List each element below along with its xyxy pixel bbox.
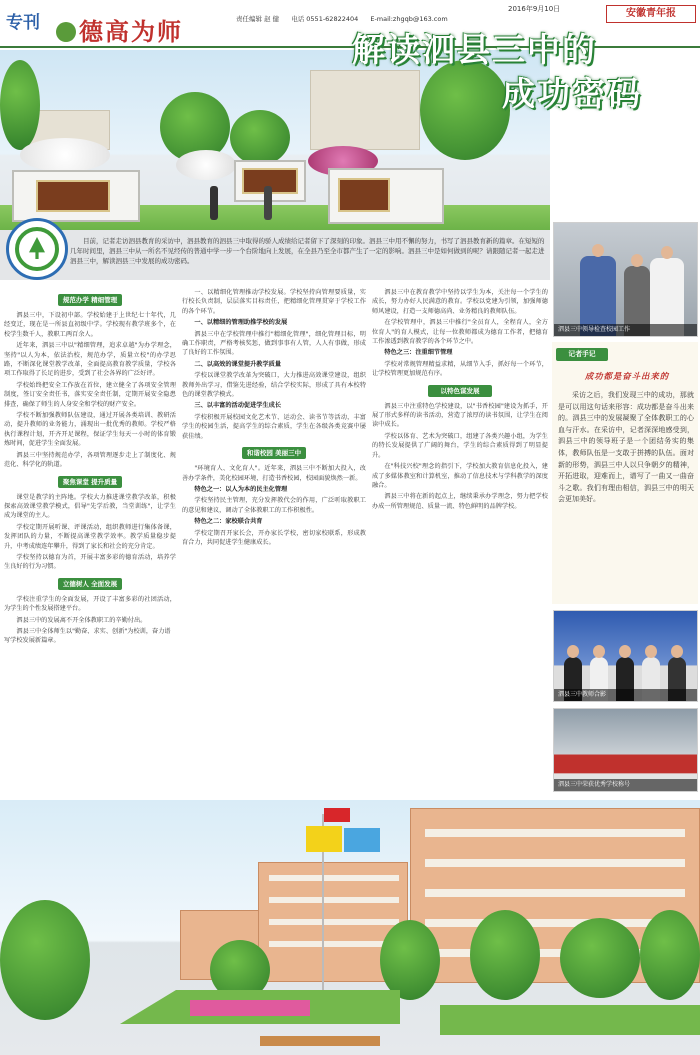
campus-tree: [560, 918, 640, 998]
hero-tree: [0, 60, 40, 150]
hero-wall-panel: [36, 180, 110, 212]
flower-bed: [190, 1000, 310, 1016]
paragraph: 泗县三中在学校管理中推行"精细化管理"，细化管理目标，明确工作职责，严格考核奖惩，做到事事有人管，人人有事做，形成了良好的工作氛围。: [182, 330, 366, 357]
paragraph: 泗县三中注重特色学校建设，以"书香校园"建设为抓手，开展了形式多样的读书活动，营造了浓厚的读书氛围，让学生在阅读中成长。: [372, 402, 548, 429]
campus-tree: [470, 910, 540, 1000]
building-window-row: [269, 875, 399, 881]
paragraph: 学校定期开展听课、评课活动，组织教师进行集体备课，发挥团队的力量，不断提高课堂教学效率。教学质量稳步提升，中考成绩连年攀升，得到了家长和社会的充分肯定。: [4, 523, 176, 550]
paragraph: 学校对常规管理精益求精，从细节入手，抓好每一个环节，让学校管理更加规范有序。: [372, 360, 548, 378]
hero-tree: [230, 110, 290, 165]
school-emblem-icon: [6, 218, 68, 280]
section-heading: 二、以高效的课堂提升教学质量: [194, 360, 282, 368]
stage-platform: [260, 1036, 380, 1046]
issue-date: 2016年9月10日: [508, 5, 561, 13]
subheading: 规范办学 精细管理: [58, 294, 122, 306]
subheading: 以特色谋发展: [428, 385, 492, 397]
building-window-row: [425, 829, 685, 837]
subheading: 立德树人 全面发展: [58, 578, 122, 590]
flag-red: [324, 808, 350, 822]
paragraph: 泗县三中全体师生以"勤奋、求实、创新"为校训，奋力谱写学校发展新篇章。: [4, 627, 171, 645]
section-heading: 一、以精细的管理助推学校的发展: [194, 319, 288, 327]
paragraph: 学校不断加强教师队伍建设，通过开展各类培训、教研活动，提升教师的业务能力，涌现出一批优秀的教师。学校严格执行课程计划，开齐开足课程，保证学生每天一小时的体育锻炼时间，促进学生全面发展。: [4, 412, 176, 448]
headline-line2: 成功密码: [502, 74, 642, 113]
photo-teachers-group: [553, 610, 698, 702]
headline: [352, 28, 697, 116]
article-column-1: [4, 288, 176, 798]
section-heading: 特色之一：以人为本的民主化管理: [194, 485, 288, 493]
section-label: 专刊: [6, 13, 40, 33]
paragraph: 近年来，泗县三中以"精细管理，追求卓越"为办学理念，坚持"以人为本，依法治校，规范办学，质量立校"的办学思路，不断深化课堂教学改革，全面提高教育教学质量，学校各项工作取得了长足的进步，受到了社会各界的广泛好评。: [4, 342, 176, 378]
intro-paragraph: 目前，记者走访泗县教育的采访中，泗县教育的泗县三中取得的骄人成绩给记者留下了深刻的印象。泗县三中用不懈的努力，书写了泗县教育新的篇章。在短短的几年时间里，泗县三中从一所名不见经传的普通中学一步一个台阶地向上发展，在全县乃至全市都产生了一定的影响。泗县三中是如何做到的呢？请跟随记者一起走进泗县三中，解读泗县三中发展的成功密码。: [70, 237, 545, 265]
photo-caption: 泗县三中教师合影: [554, 689, 697, 701]
building-window-row: [425, 859, 685, 867]
building-window-row: [269, 919, 399, 925]
paragraph: 学校坚持以德育为首，开展丰富多彩的德育活动，培养学生良好的行为习惯。: [4, 553, 176, 571]
building-window-row: [425, 889, 685, 897]
paragraph: 学校坚持民主管理，充分发挥教代会的作用，广泛听取教职工的意见和建议，调动了全体教职工的工作积极性。: [182, 497, 366, 514]
section-heading: 三、以丰富的活动促进学生成长: [194, 402, 282, 410]
flag-blue: [344, 828, 380, 852]
paragraph: 泗县三中坚持规范办学，各项管理逐步走上了制度化、规范化、科学化的轨道。: [4, 451, 176, 469]
editor-phone: 电话 0551-62822404: [291, 15, 359, 23]
paragraph: 在"科技兴校"理念的指引下，学校加大教育信息化投入，建成了多媒体教室和计算机室，推动了信息技术与学科教学的深度融合。: [372, 463, 548, 489]
paragraph: 学校积极开展校园文化艺术节、运动会、读书节等活动，丰富学生的校园生活，提高学生的综合素质，学生在各级各类竞赛中屡获佳绩。: [182, 413, 366, 440]
flag-yellow: [306, 826, 342, 852]
building-window-row: [269, 897, 399, 903]
reporter-notes-text: 采访之后，我们发现三中的成功，那就是可以用这句话来形容：成功都是奋斗出来的。泗县三中的发展凝聚了全体教职工的心血与汗水。在采访中，记者深深地感受到，泗县三中的领导班子是一个团结务实的集体，教师队伍是一支敢于拼搏的队伍。面对新的形势，泗县三中人以只争朝夕的精神，开拓进取，迎难而上，谱写了一曲又一曲奋斗之歌。我们有理由相信，泗县三中的明天会更加美好。: [558, 391, 694, 504]
paper-logo: 安徽青年报: [606, 5, 696, 23]
reporter-notes-tag: 记者手记: [556, 348, 608, 361]
bottom-campus-image: [0, 800, 700, 1055]
paragraph: 在学校管理中，泗县三中推行"全员育人，全程育人，全方位育人"的育人模式，让每一位教师都成为德育工作者，把德育工作渗透到教育教学的各个环节之中。: [372, 319, 548, 346]
headline-line1: 解读泗县三中的: [352, 30, 597, 69]
campus-lawn: [440, 1005, 700, 1035]
leaf-icon: [56, 22, 76, 42]
section-heading: 特色之二：家校联合共育: [194, 518, 263, 526]
subheading: 和谐校园 美丽三中: [242, 447, 306, 459]
hero-person: [210, 186, 218, 220]
editor-email: E-mail:zhgqb@163.com: [370, 15, 448, 23]
photo-caption: 泗县三中荣获优秀学校称号: [554, 779, 697, 791]
photo-award-ceremony: [553, 708, 698, 792]
paragraph: 一、以精细化管理推动学校发展。学校坚持向管理要质量，实行校长负责制，层层落实目标责任，把精细化管理贯穿于学校工作的各个环节。: [182, 289, 366, 315]
article-column-3: [372, 288, 548, 798]
photo-caption: 泗县三中领导检查校园工作: [554, 324, 697, 336]
hero-culture-wall: [12, 170, 140, 222]
hero-blossom: [20, 138, 110, 172]
paragraph: 学校以课堂教学改革为突破口，大力推进高效课堂建设，组织教师外出学习，借鉴先进经验，结合学校实际，形成了具有本校特色的课堂教学模式。: [182, 372, 366, 399]
hero-wall-panel: [338, 178, 390, 212]
paragraph: 泗县三中，下设初中部。学校始建于上世纪七十年代，几经变迁，现在是一所县直初级中学。学校现有教学班多个，在校学生数千人，教职工两百余人。: [4, 312, 176, 338]
reporter-notes-box: [552, 342, 698, 604]
page-title: [56, 12, 183, 47]
hero-person: [264, 186, 272, 220]
building-window-row: [269, 941, 399, 947]
section-heading: 特色之三：注重细节管理: [384, 349, 453, 357]
hero-culture-wall: [328, 168, 444, 224]
paragraph: 学校定期召开家长会，开办家长学校，密切家校联系，形成教育合力，共同促进学生健康成长。: [182, 529, 366, 546]
paragraph: 泗县三中的发展离不开全体教职工的辛勤付出。: [16, 616, 147, 624]
campus-tree: [380, 920, 440, 1000]
subheading: 聚焦课堂 提升质量: [58, 476, 122, 488]
paragraph: "环境育人、文化育人"。近年来，泗县三中不断加大投入，改善办学条件，美化校园环境，打造书香校园，校园面貌焕然一新。: [182, 465, 366, 482]
editor-info: [236, 14, 458, 23]
paragraph: 学校注重学生的全面发展，开设了丰富多彩的社团活动，为学生的个性发展搭建平台。: [4, 595, 176, 613]
reporter-notes-headline: 成功都是奋斗出来的: [584, 371, 670, 381]
photo-leaders-inspection: [553, 222, 698, 337]
page-title-text: 德高为师: [79, 17, 183, 46]
article-column-2: [182, 288, 366, 798]
campus-tree: [640, 910, 700, 1000]
hero-blossom: [176, 150, 236, 180]
paragraph: 学校以体育、艺术为突破口，组建了各类兴趣小组，为学生的特长发展提供了广阔的舞台，学生的综合素质得到了明显提升。: [372, 432, 548, 459]
paragraph: 学校始终把安全工作放在首位，建立健全了各项安全管理制度，签订安全责任书，落实安全责任制，定期开展安全隐患排查，确保了师生的人身安全和学校的财产安全。: [4, 381, 176, 408]
campus-tree: [0, 900, 90, 1020]
editor-name: 责任编辑 赵 健: [236, 15, 280, 23]
paragraph: 泗县三中将在新的起点上，继续秉承办学理念，努力把学校办成一所管理规范、质量一流、特色鲜明的品牌学校。: [372, 493, 548, 510]
paragraph: 泗县三中在教育教学中坚持以学生为本，关注每一个学生的成长，努力办好人民满意的教育。学校以党建为引领，加强师德师风建设，打造一支师德高尚、业务精良的教师队伍。: [372, 289, 548, 315]
paragraph: 课堂是教学的主阵地。学校大力推进课堂教学改革，积极探索高效课堂教学模式，倡导"先学后教，当堂训练"，让学生成为课堂的主人。: [4, 493, 176, 520]
